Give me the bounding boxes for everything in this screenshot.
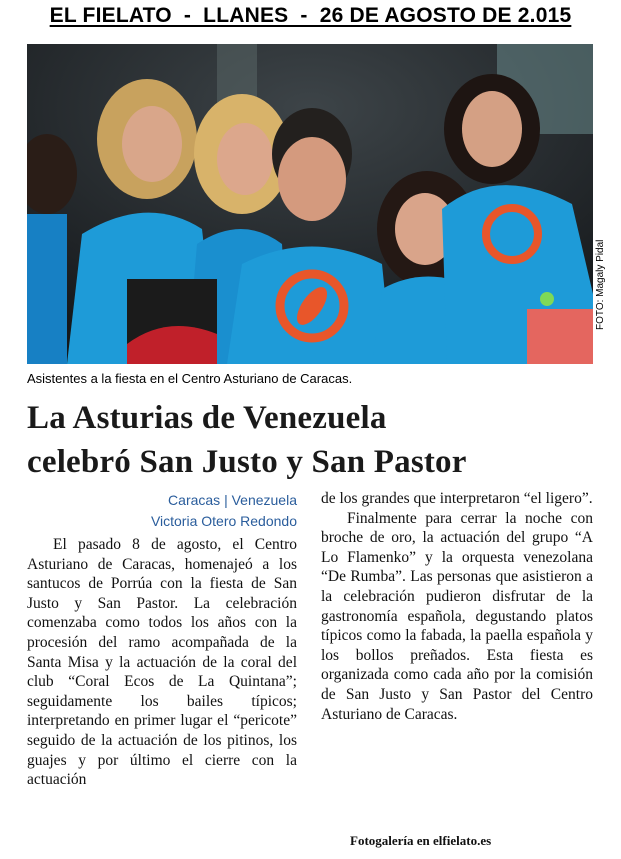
byline-location: Caracas | Venezuela <box>168 492 297 508</box>
article-headline <box>27 396 607 484</box>
masthead-text: EL FIELATO - LLANES - 26 DE AGOSTO DE 2.015 <box>49 4 572 27</box>
article-column-1 <box>27 535 297 790</box>
article-column-2 <box>321 489 593 724</box>
photo-credit: FOTO: Magaly Pidal <box>595 239 606 330</box>
group-photo-illustration <box>27 44 593 364</box>
photo-caption: Asistentes a la fiesta en el Centro Asturiano de Caracas. <box>27 371 353 386</box>
headline-line-1: La Asturias de Venezuela <box>27 400 387 436</box>
byline <box>27 490 297 532</box>
paragraph: Finalmente para cerrar la noche con broche de oro, la actuación del grupo “A Lo Flamenko” y la orquesta venezolana “De Rumba”. Las personas que asistieron a la celebración pudieron disfrutar de la gastronomía española, degustando platos típicos como la fabada, la paella española y los bollos preñados. Esta fiesta es organizada como cada año por la comisión de San Justo y San Pastor del Centro Asturiano de Caracas. <box>321 509 593 723</box>
gallery-link[interactable]: Fotogalería en elfielato.es <box>350 833 492 848</box>
paragraph: de los grandes que interpretaron “el ligero”. <box>321 490 593 507</box>
paragraph: El pasado 8 de agosto, el Centro Asturiano de Caracas, homenajeó a los santucos de Porrúa con la fiesta de San Justo y San Pastor. La celebración comenzaba como todos los años con la procesión del ramo acompañada de la Santa Misa y la actuación de la coral del club “Coral Ecos de La Quintana”; seguidamente los bailes típicos; interpretando en primer lugar el “pericote” seguido de la actuación de los pitinos, los guajes y por último el cierre con la actuación <box>27 536 297 789</box>
byline-author: Victoria Otero Redondo <box>150 513 297 529</box>
headline-line-2: celebró San Justo y San Pastor <box>27 444 467 480</box>
article-photo <box>27 44 593 364</box>
masthead <box>0 4 621 28</box>
